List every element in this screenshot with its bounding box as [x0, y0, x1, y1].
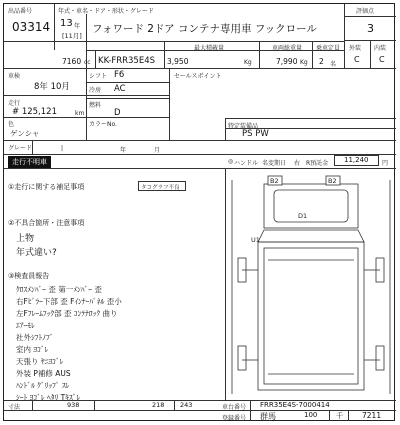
gross-weight-unit: Kg	[300, 59, 308, 66]
interior-label: 内装	[374, 45, 387, 52]
fuel: D	[114, 108, 121, 118]
defect-title: ②不具合箇所・注意事項	[8, 219, 85, 227]
capacity-label: 乗車定員	[316, 45, 341, 52]
truck-diagram	[228, 170, 394, 398]
recycle-label: R預託金	[306, 160, 329, 167]
shift-label: シフト	[89, 73, 108, 80]
reg-class: 100	[304, 411, 318, 419]
inspect-line: 左Fﾌﾚｰﾑﾌｯｸ部 歪 ｺﾝﾃﾅﾛｯｸ 曲り	[16, 309, 118, 318]
chassis-number: FRR35E4S-7000414	[260, 401, 330, 409]
inspect-line: ｼｰﾄ ﾖｺﾞﾚ ﾍﾀﾘ Tｷｽﾞﾚ	[16, 393, 81, 402]
sales-point-label: セールスポイント	[174, 73, 222, 80]
displacement-unit: cc	[84, 59, 91, 66]
height: 243	[180, 401, 193, 409]
exhibit-no: 03314	[12, 20, 51, 34]
capacity-unit: 名	[330, 61, 337, 68]
gross-weight: 7,990	[276, 57, 298, 66]
mileage-label: 走行	[8, 100, 21, 107]
fuel-label: 燃料	[89, 102, 102, 109]
interior-grade: C	[379, 55, 385, 64]
d1-mark: D1	[298, 212, 308, 220]
score-label: 評価点	[356, 8, 375, 15]
inspect-line: 外装 P補修 AUS	[16, 369, 71, 378]
inspect-line: 右Fﾋﾟﾗｰ下部 歪 Fｲﾝﾅｰﾊﾟﾈﾙ 歪小	[16, 297, 122, 306]
equipment: PS PW	[242, 129, 269, 139]
b2-right-mark: B2	[328, 177, 337, 185]
exterior-label: 外装	[349, 45, 362, 52]
model-code: KK-FRR35E4S	[98, 56, 156, 66]
year-num: 13	[60, 18, 73, 29]
vehicle-title: フォワード 2ドア コンテナ専用車 フックロール	[92, 23, 317, 35]
year-label: 年式・車名・ドア・形状・グレード	[58, 8, 154, 15]
inspect-line: ｴｱｰﾓﾚ	[16, 321, 35, 330]
handle-label: ハンドル	[234, 160, 259, 167]
width: 218	[152, 401, 165, 409]
inspection-date: 8年 10月	[34, 82, 70, 92]
ac: AC	[114, 84, 126, 94]
defect-line: 上物	[16, 234, 35, 244]
length: 938	[67, 401, 80, 409]
inspect-line: 天張り ﾔﾆﾖｺﾞﾚ	[16, 357, 64, 366]
inspect-line: ｸﾛｽﾒﾝﾊﾞｰ 歪 第一ﾒﾝﾊﾞｰ 歪	[16, 285, 102, 294]
exhibit-no-label: 出品番号	[8, 8, 33, 15]
grade-label: グレード	[8, 145, 33, 152]
b2-left-mark: B2	[270, 177, 279, 185]
color-label: 色	[8, 121, 15, 128]
exterior-grade: C	[354, 55, 360, 64]
owner-label: 名変期日	[262, 160, 287, 167]
inspect-line: 室内 ﾖｺﾞﾚ	[16, 345, 49, 354]
max-load: 3,950	[167, 57, 189, 66]
chassis-label: 車台番号	[222, 404, 247, 411]
max-load-label: 最大積載量	[194, 45, 225, 52]
reg-label: 登録番号	[222, 415, 247, 422]
ac-label: 冷房	[89, 87, 102, 94]
reg-number: 7211	[362, 411, 382, 420]
handle-icon: ◎	[228, 158, 234, 165]
auction-sheet: 出品番号 03314 年式・車名・ドア・形状・グレード 13 年 [11月] フォワード 2ドア コンテナ専用車 フックロール 評価点 3 外装 内装 C C 7160 cc KK-FRR35E4S 最大積載量 3,950 Kg 車両総重量 7,990 Kg 乗車定員 2 名 車検 8年 10月 走行 # 125,121 km 色 ゲンシャ シフト F6 冷房 AC 燃料 D カラーNo. セールスポイント グレード | 年 月 特定装備品 PS PW 走行不明車 ◎ ハンドル 名変期日 右 R預託金 11,240 円 ①走行に関する補足事項 タコグラフ不良 ②不具合箇所・注意事項 上物 年式違い? ③検査員報告 ｸﾛｽﾒﾝﾊﾞｰ 歪 第一ﾒﾝﾊﾞｰ 歪 右Fﾋﾟﾗｰ下部 歪 Fｲﾝﾅｰﾊﾟﾈﾙ 歪小 左Fﾌﾚｰﾑﾌｯｸ部 歪 ｺﾝﾃﾅﾛｯｸ 曲り ｴｱｰﾓﾚ 社外ｼﾌﾄﾉﾌﾞ 室内 ﾖｺﾞﾚ 天張り ﾔﾆﾖｺﾞﾚ 外装 P補修 AUS ﾊﾝﾄﾞﾙ ｸﾞﾘｯﾌﾟ ｽﾚ ｼｰﾄ ﾖｺﾞﾚ ﾍﾀﾘ Tｷｽﾞﾚ B2 B2 D1 U1 寸法 938 218 243 車台番号 FRR35E4S-7000414 登録番号 群馬 100 千 7211	[3, 3, 395, 421]
recycle-amount: 11,240	[344, 156, 369, 164]
run-issue-title: ①走行に関する補足事項	[8, 183, 85, 191]
u1-mark: U1	[251, 236, 260, 244]
no-run-badge: 走行不明車	[8, 156, 51, 168]
shift: F6	[114, 70, 125, 80]
defect-line: 年式違い?	[16, 248, 57, 258]
capacity: 2	[319, 57, 324, 66]
mileage: # 125,121	[12, 107, 57, 117]
size-label: 寸法	[8, 404, 21, 411]
reg-area: 群馬	[260, 412, 276, 421]
displacement: 7160	[62, 57, 82, 66]
inspect-title: ③検査員報告	[8, 272, 50, 280]
reg-kana: 千	[336, 412, 343, 420]
handle-value: 右	[294, 160, 301, 167]
color: ゲンシャ	[10, 129, 40, 138]
year-unit: 年	[74, 23, 81, 30]
max-load-unit: Kg	[244, 59, 252, 66]
gross-weight-label: 車両総重量	[272, 45, 303, 52]
mileage-unit: km	[75, 110, 85, 117]
equipment-label: 特定装備品	[228, 123, 259, 130]
recycle-unit: 円	[382, 160, 389, 167]
tachograph-note: タコグラフ不良	[141, 185, 180, 191]
month: [11月]	[62, 32, 82, 40]
inspect-line: ﾊﾝﾄﾞﾙ ｸﾞﾘｯﾌﾟ ｽﾚ	[16, 381, 70, 390]
color-no-label: カラーNo.	[89, 121, 117, 128]
score: 3	[367, 22, 374, 35]
inspect-line: 社外ｼﾌﾄﾉﾌﾞ	[16, 333, 54, 342]
inspection-label: 車検	[8, 73, 21, 80]
